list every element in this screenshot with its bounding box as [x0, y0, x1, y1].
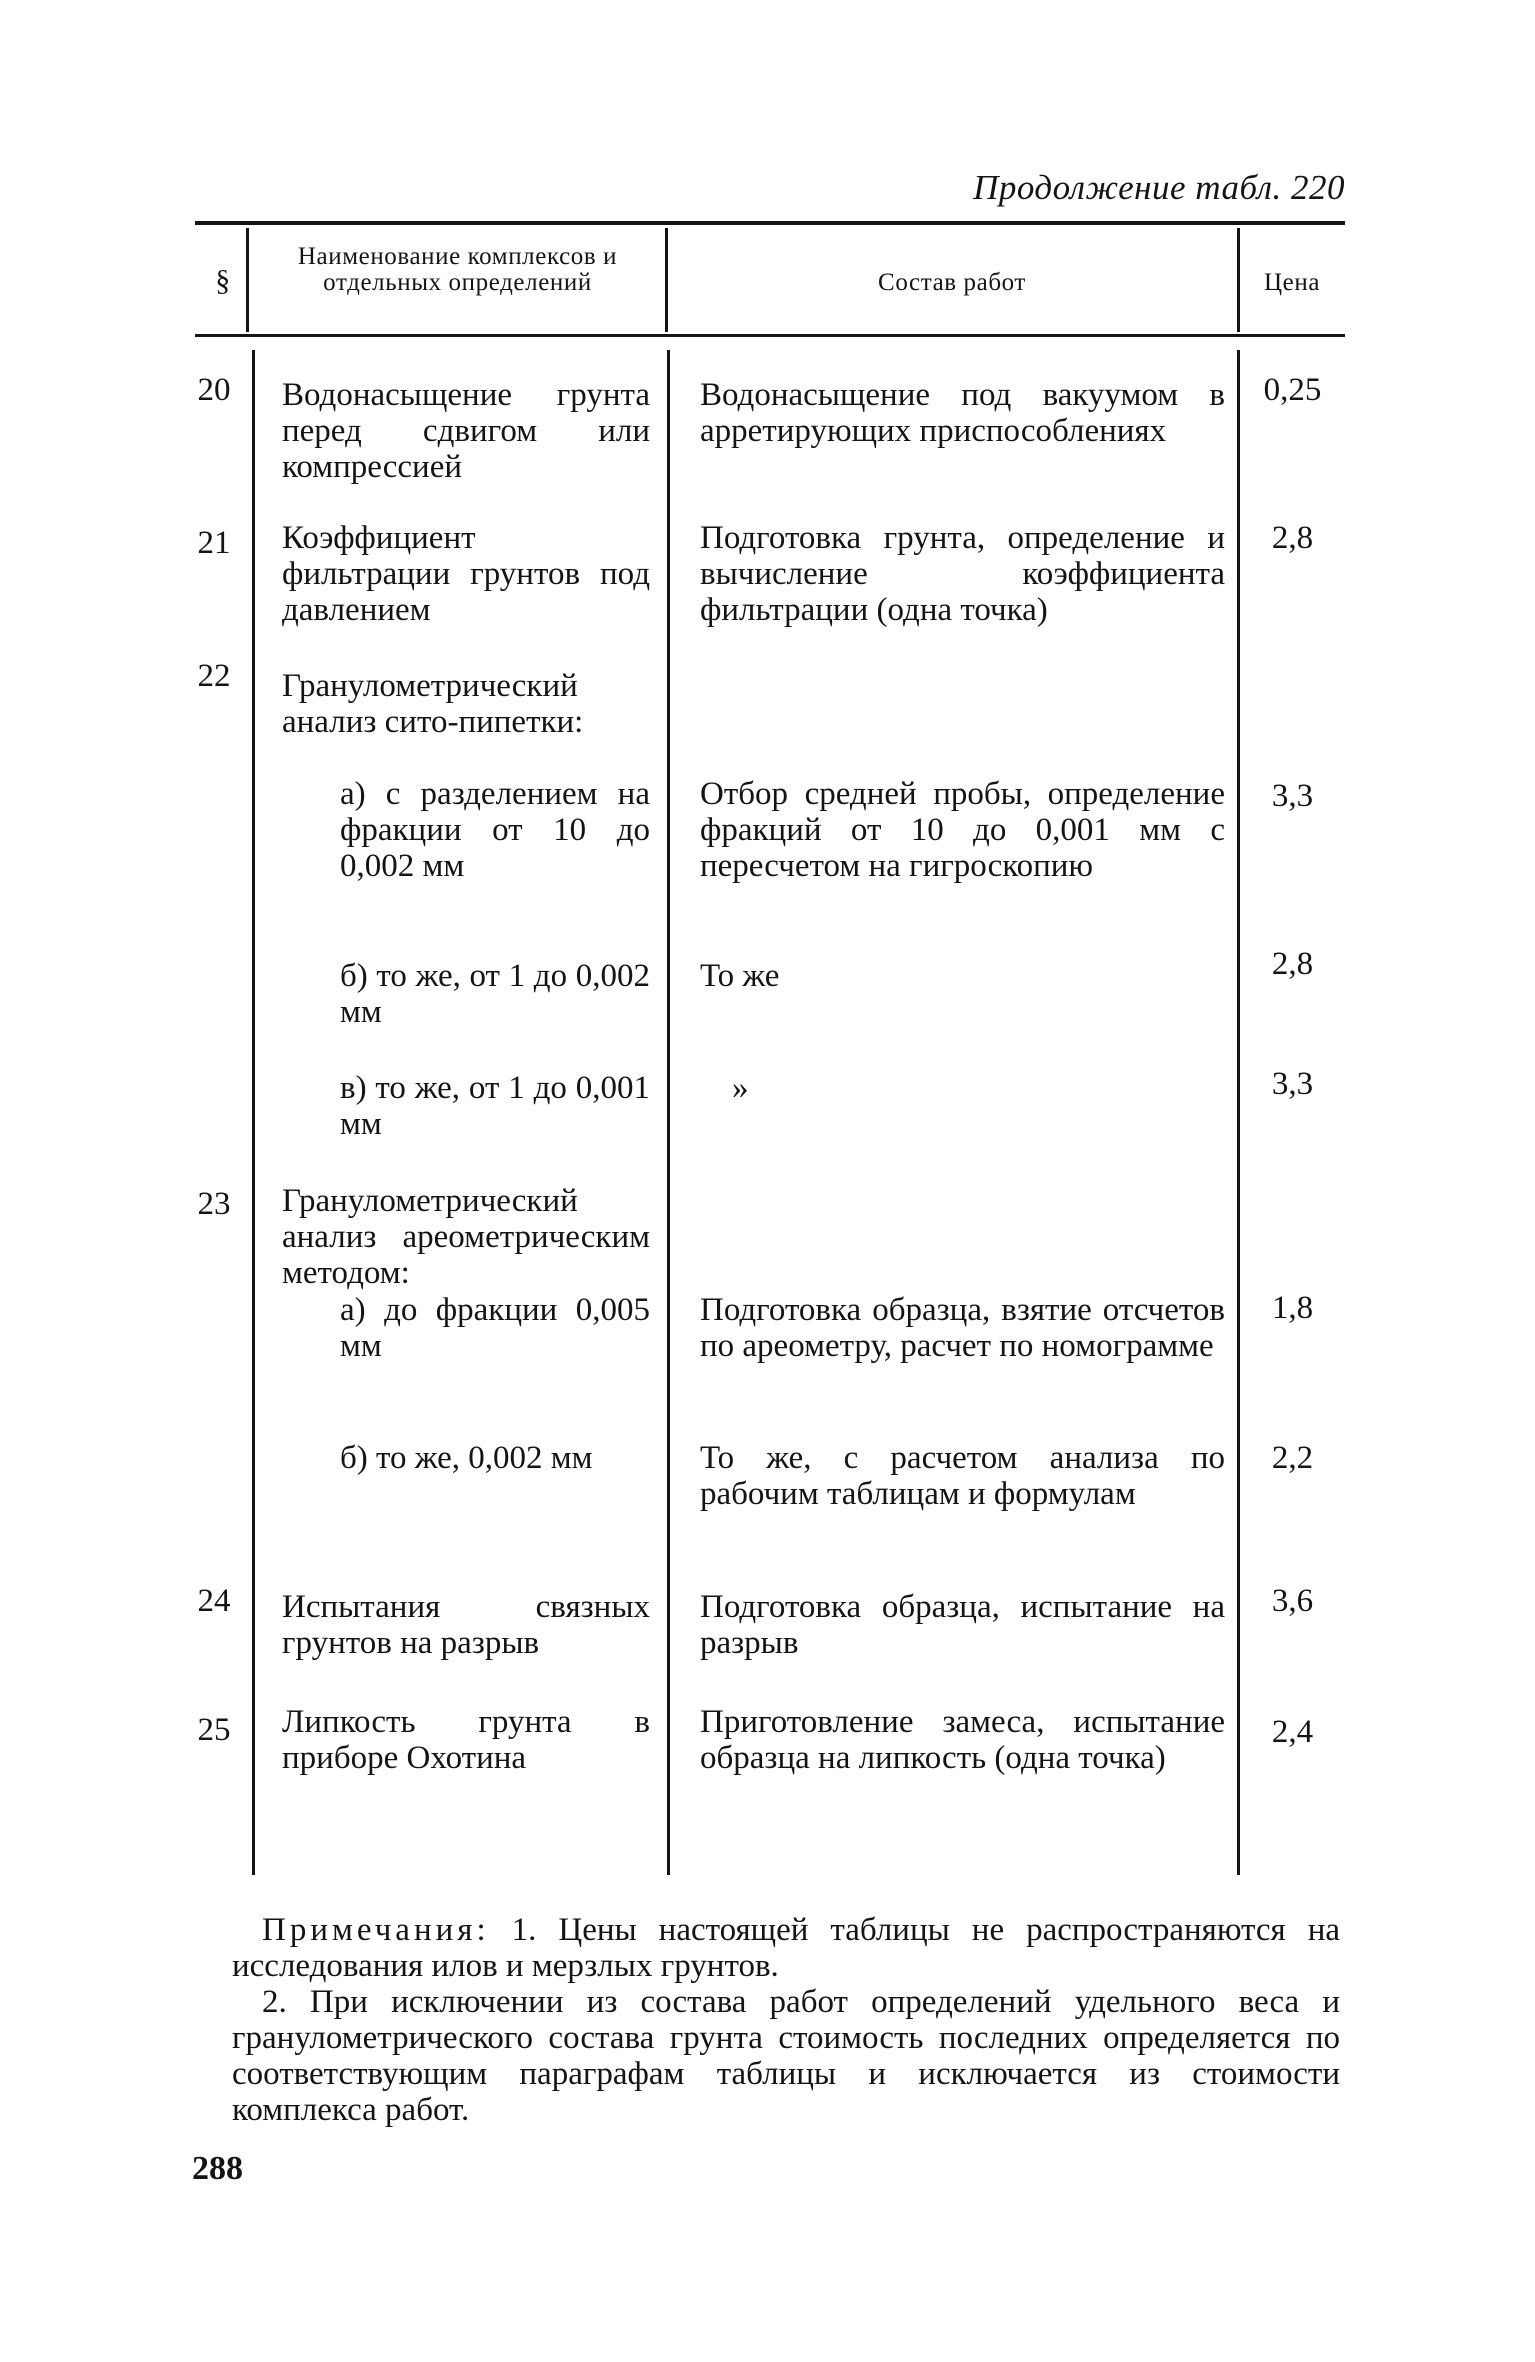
row-23b-price: 2,2 — [1271, 1440, 1314, 1476]
row-22a-name: а) с разделением на фракции от 10 до 0,002 мм — [340, 776, 650, 884]
row-24-name: Испытания связных грунтов на разрыв — [282, 1589, 650, 1661]
row-22c-price: 3,3 — [1271, 1066, 1314, 1102]
body-divider-1 — [252, 350, 255, 1875]
header-paragraph: § — [215, 264, 231, 297]
row-25-name: Липкость грунта в приборе Охотина — [282, 1704, 650, 1776]
table-top-rule — [195, 221, 1345, 225]
row-23b-work: То же, с расчетом анализа по рабочим таблицам и формулам — [700, 1440, 1225, 1512]
row-20-work: Водонасыщение под вакуумом в арретирующих приспособлениях — [700, 377, 1225, 449]
row-20-name: Водонасыщение грунта перед сдвигом или компрессией — [282, 377, 650, 485]
row-22c-work: » — [732, 1070, 749, 1106]
header-divider-1 — [246, 228, 249, 332]
header-work: Состав работ — [878, 269, 1026, 296]
row-25-price: 2,4 — [1271, 1714, 1314, 1750]
header-divider-3 — [1237, 228, 1240, 332]
body-divider-3 — [1237, 350, 1240, 1875]
row-24-work: Подготовка образца, испытание на разрыв — [700, 1589, 1225, 1661]
row-22a-work: Отбор средней пробы, определение фракций от 10 до 0,001 мм с пересчетом на гигроскопию — [700, 776, 1225, 884]
row-25-paragraph: 25 — [197, 1712, 231, 1748]
row-21-paragraph: 21 — [197, 525, 231, 561]
row-20-price: 0,25 — [1263, 372, 1322, 408]
row-22b-name: б) то же, от 1 до 0,002 мм — [340, 958, 650, 1030]
header-name: Наименование комплексов и отдельных определений — [297, 243, 618, 296]
notes-block — [232, 1912, 1340, 2128]
row-23-paragraph: 23 — [197, 1186, 231, 1222]
header-divider-2 — [665, 228, 668, 332]
row-23a-work: Подготовка образца, взятие отсчетов по ареометру, расчет по номограмме — [700, 1292, 1225, 1364]
row-22c-name: в) то же, от 1 до 0,001 мм — [340, 1070, 650, 1142]
row-22b-price: 2,8 — [1271, 946, 1314, 982]
row-23-name: Гранулометрический анализ ареометрическим методом: — [282, 1183, 650, 1291]
header-price: Цена — [1263, 269, 1321, 296]
row-20-paragraph: 20 — [197, 372, 231, 408]
row-24-paragraph: 24 — [197, 1583, 231, 1619]
row-22-name: Гранулометрический анализ сито-пипетки: — [282, 668, 584, 740]
row-23a-name: а) до фракции 0,005 мм — [340, 1292, 650, 1364]
row-22a-price: 3,3 — [1271, 778, 1314, 814]
row-22-paragraph: 22 — [197, 658, 231, 694]
row-21-name: Коэффициент фильтрации грунтов под давлением — [282, 520, 650, 628]
note-2: 2. При исключении из состава работ определений удельного веса и гранулометрического состава грунта стоимость последних определяется по соответствующим параграфам таблицы и исключается из стоимости комплекса работ. — [232, 1984, 1340, 2128]
row-21-work: Подготовка грунта, определение и вычисление коэффициента фильтрации (одна точка) — [700, 520, 1225, 628]
page-number: 288 — [192, 2150, 243, 2187]
row-21-price: 2,8 — [1271, 520, 1314, 556]
note-1-text: 1. Цены настоящей таблицы не распространяются на исследования илов и мерзлых грунтов. — [232, 1912, 1340, 1984]
note-1 — [232, 1912, 1340, 1984]
row-23b-name: б) то же, 0,002 мм — [340, 1440, 593, 1476]
row-23a-price: 1,8 — [1271, 1290, 1314, 1326]
row-24-price: 3,6 — [1271, 1583, 1314, 1619]
row-25-work: Приготовление замеса, испытание образца на липкость (одна точка) — [700, 1704, 1225, 1776]
body-divider-2 — [667, 350, 670, 1875]
notes-label: Примечания: — [262, 1912, 490, 1948]
table-caption: Продолжение табл. 220 — [973, 168, 1345, 207]
row-22b-work: То же — [700, 958, 780, 994]
table-header-rule — [195, 334, 1345, 337]
